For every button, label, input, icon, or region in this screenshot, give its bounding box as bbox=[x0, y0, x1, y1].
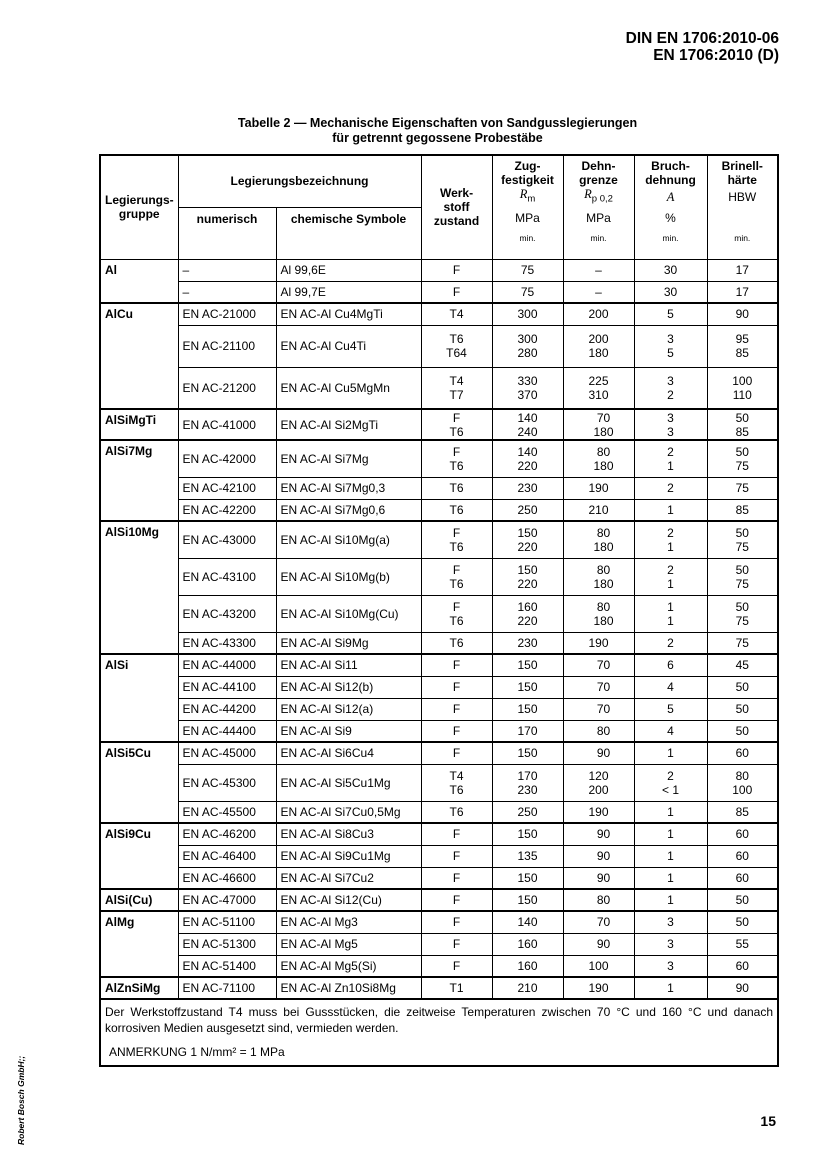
symbol-elongation: A bbox=[634, 187, 707, 207]
numeric-cell: EN AC-51100 bbox=[178, 911, 276, 933]
chemical-cell: EN AC-Al Mg5 bbox=[276, 933, 421, 955]
tensile-cell: 170 230 bbox=[492, 764, 563, 801]
standard-number: DIN EN 1706:2010-06 bbox=[625, 30, 779, 47]
unit-elongation: % min. bbox=[634, 207, 707, 259]
hardness-cell: 50 bbox=[707, 889, 778, 911]
numeric-cell: EN AC-46400 bbox=[178, 845, 276, 867]
tensile-cell: 150 220 bbox=[492, 558, 563, 595]
numeric-cell: EN AC-51300 bbox=[178, 933, 276, 955]
numeric-cell: EN AC-42100 bbox=[178, 477, 276, 499]
table-row bbox=[100, 823, 778, 845]
hardness-cell: 80 100 bbox=[707, 764, 778, 801]
chemical-cell: EN AC-Al Si12(b) bbox=[276, 676, 421, 698]
hardness-cell: 85 bbox=[707, 801, 778, 823]
temper-cell: F bbox=[421, 867, 492, 889]
header-proof: Dehn- grenze bbox=[563, 155, 634, 187]
proof-cell: 80 bbox=[563, 720, 634, 742]
elongation-cell: 3 bbox=[634, 911, 707, 933]
tensile-cell: 330 370 bbox=[492, 367, 563, 409]
temper-cell: T6 T64 bbox=[421, 325, 492, 367]
chemical-cell: EN AC-Al Si10Mg(Cu) bbox=[276, 595, 421, 632]
elongation-cell: 1 bbox=[634, 499, 707, 521]
hardness-cell: 50 75 bbox=[707, 521, 778, 558]
proof-cell: 90 bbox=[563, 933, 634, 955]
tensile-cell: 230 bbox=[492, 477, 563, 499]
proof-cell: 70 180 bbox=[563, 409, 634, 440]
tensile-cell: 75 bbox=[492, 259, 563, 281]
table-row bbox=[100, 440, 778, 477]
hardness-cell: 50 75 bbox=[707, 440, 778, 477]
hardness-cell: 50 75 bbox=[707, 595, 778, 632]
proof-cell: – bbox=[563, 281, 634, 303]
table-row bbox=[100, 499, 778, 521]
sidebar-watermark: Robert Bosch GmbH;; bbox=[16, 1055, 26, 1145]
elongation-cell: 2 1 bbox=[634, 440, 707, 477]
numeric-cell: EN AC-44200 bbox=[178, 698, 276, 720]
numeric-cell: EN AC-21200 bbox=[178, 367, 276, 409]
hardness-cell: 75 bbox=[707, 632, 778, 654]
table-row bbox=[100, 676, 778, 698]
group-name-cell: AlCu bbox=[100, 303, 178, 409]
proof-cell: 90 bbox=[563, 867, 634, 889]
proof-cell: – bbox=[563, 259, 634, 281]
header-designation: Legierungsbezeichnung bbox=[178, 155, 421, 207]
chemical-cell: EN AC-Al Mg5(Si) bbox=[276, 955, 421, 977]
hardness-cell: 85 bbox=[707, 499, 778, 521]
temper-cell: F bbox=[421, 955, 492, 977]
numeric-cell: EN AC-43000 bbox=[178, 521, 276, 558]
tensile-cell: 150 bbox=[492, 742, 563, 764]
numeric-cell: – bbox=[178, 281, 276, 303]
hardness-cell: 60 bbox=[707, 955, 778, 977]
hardness-cell: 90 bbox=[707, 977, 778, 999]
chemical-cell: EN AC-Al Si5Cu1Mg bbox=[276, 764, 421, 801]
tensile-cell: 150 bbox=[492, 654, 563, 676]
proof-cell: 80 180 bbox=[563, 595, 634, 632]
temper-cell: F bbox=[421, 889, 492, 911]
hardness-cell: 90 bbox=[707, 303, 778, 325]
elongation-cell: 2 1 bbox=[634, 558, 707, 595]
numeric-cell: EN AC-43100 bbox=[178, 558, 276, 595]
note-text: ANMERKUNG 1 N/mm² = 1 MPa bbox=[109, 1045, 285, 1059]
table-row bbox=[100, 933, 778, 955]
temper-cell: F bbox=[421, 259, 492, 281]
properties-table bbox=[99, 154, 779, 1067]
tensile-cell: 150 bbox=[492, 889, 563, 911]
tensile-cell: 160 220 bbox=[492, 595, 563, 632]
chemical-cell: EN AC-Al Si7Mg0,6 bbox=[276, 499, 421, 521]
temper-cell: F bbox=[421, 823, 492, 845]
temper-cell: F T6 bbox=[421, 409, 492, 440]
proof-cell: 210 bbox=[563, 499, 634, 521]
numeric-cell: EN AC-45500 bbox=[178, 801, 276, 823]
table-row bbox=[100, 367, 778, 409]
elongation-cell: 2 bbox=[634, 477, 707, 499]
elongation-cell: 3 3 bbox=[634, 409, 707, 440]
group-name-cell: Al bbox=[100, 259, 178, 303]
table-row bbox=[100, 477, 778, 499]
elongation-cell: 1 1 bbox=[634, 595, 707, 632]
proof-cell: 70 bbox=[563, 676, 634, 698]
group-name-cell: AlSi7Mg bbox=[100, 440, 178, 521]
proof-cell: 80 180 bbox=[563, 521, 634, 558]
hardness-cell: 45 bbox=[707, 654, 778, 676]
numeric-cell: EN AC-46200 bbox=[178, 823, 276, 845]
elongation-cell: 5 bbox=[634, 698, 707, 720]
hardness-cell: 50 85 bbox=[707, 409, 778, 440]
temper-cell: T6 bbox=[421, 499, 492, 521]
numeric-cell: EN AC-21100 bbox=[178, 325, 276, 367]
numeric-cell: EN AC-51400 bbox=[178, 955, 276, 977]
symbol-proof: $R_{p 0,2}$ bbox=[563, 187, 634, 207]
temper-cell: F bbox=[421, 845, 492, 867]
hardness-cell: 50 75 bbox=[707, 558, 778, 595]
elongation-cell: 30 bbox=[634, 281, 707, 303]
tensile-cell: 160 bbox=[492, 933, 563, 955]
tensile-cell: 150 bbox=[492, 698, 563, 720]
proof-cell: 90 bbox=[563, 845, 634, 867]
tensile-cell: 140 240 bbox=[492, 409, 563, 440]
temper-cell: F bbox=[421, 654, 492, 676]
temper-cell: T4 T6 bbox=[421, 764, 492, 801]
tensile-cell: 300 bbox=[492, 303, 563, 325]
caption-line-1: Tabelle 2 — Mechanische Eigenschaften von Sandgusslegierungen bbox=[237, 116, 638, 130]
chemical-cell: EN AC-Al Si7Cu2 bbox=[276, 867, 421, 889]
temper-cell: F bbox=[421, 720, 492, 742]
caption-line-2: für getrennt gegossene Probestäbe bbox=[332, 131, 543, 145]
numeric-cell: EN AC-44000 bbox=[178, 654, 276, 676]
chemical-cell: Al 99,6E bbox=[276, 259, 421, 281]
proof-cell: 70 bbox=[563, 698, 634, 720]
tensile-cell: 250 bbox=[492, 801, 563, 823]
tensile-cell: 150 220 bbox=[492, 521, 563, 558]
proof-cell: 80 180 bbox=[563, 440, 634, 477]
table-footer bbox=[100, 999, 778, 1066]
hardness-cell: 60 bbox=[707, 845, 778, 867]
hardness-cell: 95 85 bbox=[707, 325, 778, 367]
elongation-cell: 3 5 bbox=[634, 325, 707, 367]
temper-cell: F bbox=[421, 281, 492, 303]
elongation-cell: 5 bbox=[634, 303, 707, 325]
elongation-cell: 4 bbox=[634, 676, 707, 698]
chemical-cell: EN AC-Al Si9Cu1Mg bbox=[276, 845, 421, 867]
chemical-cell: Al 99,7E bbox=[276, 281, 421, 303]
elongation-cell: 1 bbox=[634, 867, 707, 889]
unit-tensile: MPa min. bbox=[492, 207, 563, 259]
group-name-cell: AlMg bbox=[100, 911, 178, 977]
table-row bbox=[100, 764, 778, 801]
proof-cell: 80 180 bbox=[563, 558, 634, 595]
elongation-cell: 1 bbox=[634, 823, 707, 845]
tensile-cell: 75 bbox=[492, 281, 563, 303]
proof-cell: 70 bbox=[563, 654, 634, 676]
header-tensile: Zug- festigkeit bbox=[492, 155, 563, 187]
group-name-cell: AlSi5Cu bbox=[100, 742, 178, 823]
proof-cell: 190 bbox=[563, 477, 634, 499]
tensile-cell: 160 bbox=[492, 955, 563, 977]
temper-cell: F bbox=[421, 933, 492, 955]
header-temper: Werk- stoff zustand bbox=[421, 155, 492, 259]
elongation-cell: 4 bbox=[634, 720, 707, 742]
tensile-cell: 150 bbox=[492, 867, 563, 889]
table-row bbox=[100, 698, 778, 720]
symbol-hardness: HBW bbox=[707, 187, 778, 207]
numeric-cell: EN AC-43200 bbox=[178, 595, 276, 632]
table-row bbox=[100, 845, 778, 867]
temper-cell: T4 T7 bbox=[421, 367, 492, 409]
numeric-cell: EN AC-44100 bbox=[178, 676, 276, 698]
chemical-cell: EN AC-Al Si7Mg0,3 bbox=[276, 477, 421, 499]
temper-cell: T6 bbox=[421, 477, 492, 499]
table-row bbox=[100, 955, 778, 977]
table-row bbox=[100, 801, 778, 823]
proof-cell: 100 bbox=[563, 955, 634, 977]
chemical-cell: EN AC-Al Si9Mg bbox=[276, 632, 421, 654]
tensile-cell: 300 280 bbox=[492, 325, 563, 367]
hardness-cell: 100 110 bbox=[707, 367, 778, 409]
table-caption bbox=[99, 116, 776, 146]
elongation-cell: 1 bbox=[634, 889, 707, 911]
numeric-cell: EN AC-45000 bbox=[178, 742, 276, 764]
chemical-cell: EN AC-Al Si2MgTi bbox=[276, 409, 421, 440]
chemical-cell: EN AC-Al Zn10Si8Mg bbox=[276, 977, 421, 999]
numeric-cell: – bbox=[178, 259, 276, 281]
tensile-cell: 210 bbox=[492, 977, 563, 999]
proof-cell: 90 bbox=[563, 742, 634, 764]
elongation-cell: 1 bbox=[634, 977, 707, 999]
table-row bbox=[100, 654, 778, 676]
header-elongation: Bruch- dehnung bbox=[634, 155, 707, 187]
tensile-cell: 250 bbox=[492, 499, 563, 521]
hardness-cell: 60 bbox=[707, 742, 778, 764]
chemical-cell: EN AC-Al Si6Cu4 bbox=[276, 742, 421, 764]
proof-cell: 190 bbox=[563, 632, 634, 654]
numeric-cell: EN AC-42200 bbox=[178, 499, 276, 521]
hardness-cell: 50 bbox=[707, 676, 778, 698]
table-row bbox=[100, 558, 778, 595]
chemical-cell: EN AC-Al Si12(Cu) bbox=[276, 889, 421, 911]
temper-cell: F T6 bbox=[421, 558, 492, 595]
chemical-cell: EN AC-Al Si7Mg bbox=[276, 440, 421, 477]
temper-cell: F T6 bbox=[421, 521, 492, 558]
elongation-cell: 3 2 bbox=[634, 367, 707, 409]
hardness-cell: 17 bbox=[707, 281, 778, 303]
temper-cell: F T6 bbox=[421, 595, 492, 632]
tensile-cell: 140 bbox=[492, 911, 563, 933]
symbol-tensile: $R_m$ bbox=[492, 187, 563, 207]
temper-cell: T1 bbox=[421, 977, 492, 999]
table-row bbox=[100, 595, 778, 632]
unit-hardness: min. bbox=[707, 207, 778, 259]
table-row bbox=[100, 911, 778, 933]
hardness-cell: 50 bbox=[707, 698, 778, 720]
temper-cell: F bbox=[421, 698, 492, 720]
tensile-cell: 135 bbox=[492, 845, 563, 867]
temper-cell: T4 bbox=[421, 303, 492, 325]
temper-cell: F bbox=[421, 742, 492, 764]
table-row bbox=[100, 742, 778, 764]
elongation-cell: 1 bbox=[634, 845, 707, 867]
group-name-cell: AlSi(Cu) bbox=[100, 889, 178, 911]
table-head bbox=[100, 155, 778, 259]
table-row bbox=[100, 720, 778, 742]
numeric-cell: EN AC-43300 bbox=[178, 632, 276, 654]
temper-cell: T6 bbox=[421, 632, 492, 654]
table-row bbox=[100, 889, 778, 911]
table-row bbox=[100, 977, 778, 999]
elongation-cell: 30 bbox=[634, 259, 707, 281]
temper-cell: F T6 bbox=[421, 440, 492, 477]
numeric-cell: EN AC-47000 bbox=[178, 889, 276, 911]
table-body bbox=[100, 259, 778, 999]
table-row bbox=[100, 281, 778, 303]
chemical-cell: EN AC-Al Si10Mg(a) bbox=[276, 521, 421, 558]
numeric-cell: EN AC-46600 bbox=[178, 867, 276, 889]
elongation-cell: 2 < 1 bbox=[634, 764, 707, 801]
header-group: Legierungs- gruppe bbox=[100, 155, 178, 259]
tensile-cell: 170 bbox=[492, 720, 563, 742]
table-row bbox=[100, 303, 778, 325]
standard-number-en: EN 1706:2010 (D) bbox=[653, 47, 779, 64]
group-name-cell: AlSi bbox=[100, 654, 178, 742]
table-row bbox=[100, 325, 778, 367]
table-row bbox=[100, 867, 778, 889]
table-row bbox=[100, 521, 778, 558]
chemical-cell: EN AC-Al Cu4MgTi bbox=[276, 303, 421, 325]
temper-cell: T6 bbox=[421, 801, 492, 823]
temper-cell: F bbox=[421, 911, 492, 933]
elongation-cell: 6 bbox=[634, 654, 707, 676]
chemical-cell: EN AC-Al Si12(a) bbox=[276, 698, 421, 720]
numeric-cell: EN AC-71100 bbox=[178, 977, 276, 999]
elongation-cell: 1 bbox=[634, 742, 707, 764]
header-hardness: Brinell- härte bbox=[707, 155, 778, 187]
proof-cell: 90 bbox=[563, 823, 634, 845]
table-row bbox=[100, 632, 778, 654]
numeric-cell: EN AC-42000 bbox=[178, 440, 276, 477]
chemical-cell: EN AC-Al Cu4Ti bbox=[276, 325, 421, 367]
chemical-cell: EN AC-Al Si7Cu0,5Mg bbox=[276, 801, 421, 823]
numeric-cell: EN AC-45300 bbox=[178, 764, 276, 801]
proof-cell: 225 310 bbox=[563, 367, 634, 409]
hardness-cell: 50 bbox=[707, 911, 778, 933]
proof-cell: 120 200 bbox=[563, 764, 634, 801]
proof-cell: 70 bbox=[563, 911, 634, 933]
proof-cell: 190 bbox=[563, 801, 634, 823]
chemical-cell: EN AC-Al Cu5MgMn bbox=[276, 367, 421, 409]
hardness-cell: 75 bbox=[707, 477, 778, 499]
hardness-cell: 50 bbox=[707, 720, 778, 742]
hardness-cell: 60 bbox=[707, 867, 778, 889]
numeric-cell: EN AC-41000 bbox=[178, 409, 276, 440]
proof-cell: 80 bbox=[563, 889, 634, 911]
elongation-cell: 2 bbox=[634, 632, 707, 654]
elongation-cell: 3 bbox=[634, 955, 707, 977]
proof-cell: 200 bbox=[563, 303, 634, 325]
group-name-cell: AlSiMgTi bbox=[100, 409, 178, 440]
page-number: 15 bbox=[760, 1113, 776, 1129]
tensile-cell: 230 bbox=[492, 632, 563, 654]
table-row bbox=[100, 409, 778, 440]
chemical-cell: EN AC-Al Mg3 bbox=[276, 911, 421, 933]
elongation-cell: 1 bbox=[634, 801, 707, 823]
numeric-cell: EN AC-21000 bbox=[178, 303, 276, 325]
table-row bbox=[100, 259, 778, 281]
proof-cell: 190 bbox=[563, 977, 634, 999]
numeric-cell: EN AC-44400 bbox=[178, 720, 276, 742]
table-wrapper bbox=[99, 154, 779, 1067]
group-name-cell: AlSi9Cu bbox=[100, 823, 178, 889]
tensile-cell: 150 bbox=[492, 676, 563, 698]
tensile-cell: 140 220 bbox=[492, 440, 563, 477]
hardness-cell: 60 bbox=[707, 823, 778, 845]
hardness-cell: 55 bbox=[707, 933, 778, 955]
unit-proof: MPa min. bbox=[563, 207, 634, 259]
proof-cell: 200 180 bbox=[563, 325, 634, 367]
chemical-cell: EN AC-Al Si9 bbox=[276, 720, 421, 742]
hardness-cell: 17 bbox=[707, 259, 778, 281]
tensile-cell: 150 bbox=[492, 823, 563, 845]
footnote-cell bbox=[100, 999, 778, 1066]
temper-cell: F bbox=[421, 676, 492, 698]
chemical-cell: EN AC-Al Si8Cu3 bbox=[276, 823, 421, 845]
elongation-cell: 3 bbox=[634, 933, 707, 955]
elongation-cell: 2 1 bbox=[634, 521, 707, 558]
chemical-cell: EN AC-Al Si10Mg(b) bbox=[276, 558, 421, 595]
chemical-cell: EN AC-Al Si11 bbox=[276, 654, 421, 676]
footnote-text: Der Werkstoffzustand T4 muss bei Gussstücken, die zeitweise Temperaturen zwischen 70 °C und 160 °C und danach korrosiven Medien ausgesetzt sind, vermieden werden. bbox=[105, 1005, 774, 1035]
document-header bbox=[626, 30, 779, 64]
group-name-cell: AlSi10Mg bbox=[100, 521, 178, 654]
header-chemical: chemische Symbole bbox=[276, 207, 421, 259]
header-numeric: numerisch bbox=[178, 207, 276, 259]
group-name-cell: AlZnSiMg bbox=[100, 977, 178, 999]
